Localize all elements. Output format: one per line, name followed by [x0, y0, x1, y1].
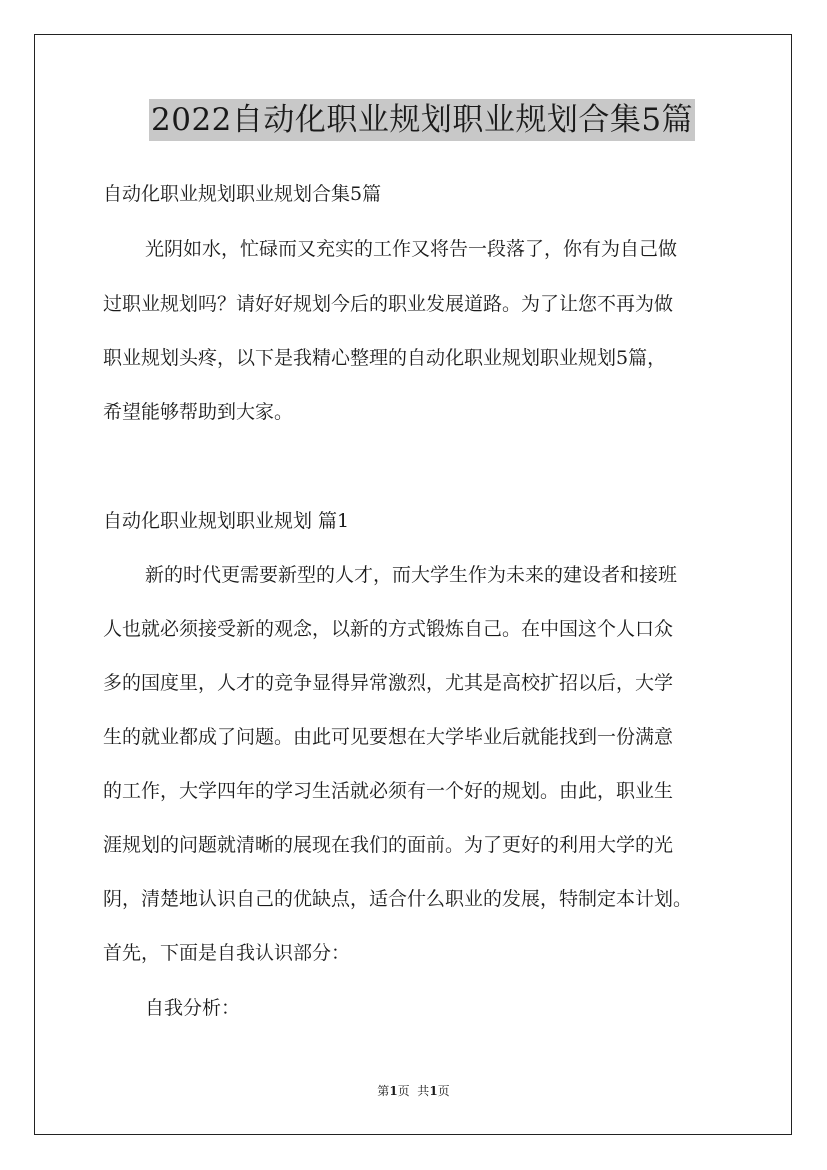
document-title: 2022自动化职业规划职业规划合集5篇 [149, 99, 695, 141]
intro-line-2: 过职业规划吗？请好好规划今后的职业发展道路。为了让您不再为做 [103, 293, 674, 315]
self-analysis-heading: 自我分析： [145, 997, 241, 1019]
intro-line-1: 光阴如水，忙碌而又充实的工作又将告一段落了，你有为自己做 [145, 238, 678, 260]
intro-line-3: 职业规划头疼，以下是我精心整理的自动化职业规划职业规划5篇， [103, 347, 667, 369]
footer-page-current: 1 [389, 1084, 398, 1098]
section-1-line-6: 涯规划的问题就清晰的展现在我们的面前。为了更好的利用大学的光 [103, 834, 674, 856]
section-1-line-8: 首先，下面是自我认识部分： [103, 942, 351, 964]
footer-page-total: 1 [429, 1084, 438, 1098]
document-subtitle: 自动化职业规划职业规划合集5篇 [103, 183, 382, 205]
section-1-line-1: 新的时代更需要新型的人才，而大学生作为未来的建设者和接班 [145, 564, 678, 586]
section-1-line-4: 生的就业都成了问题。由此可见要想在大学毕业后就能找到一份满意 [103, 726, 674, 748]
section-1-line-3: 多的国度里，人才的竞争显得异常激烈，尤其是高校扩招以后，大学 [103, 672, 674, 694]
section-1-line-5: 的工作，大学四年的学习生活就必须有一个好的规划。由此，职业生 [103, 780, 674, 802]
footer-page-suffix: 页 [437, 1084, 450, 1098]
footer-page-mid: 页 共 [397, 1084, 430, 1098]
footer-page-prefix: 第 [377, 1084, 390, 1098]
page-footer [0, 1083, 827, 1099]
section-1-line-7: 阴，清楚地认识自己的优缺点，适合什么职业的发展，特制定本计划。 [103, 888, 693, 910]
section-1-line-2: 人也就必须接受新的观念，以新的方式锻炼自己。在中国这个人口众 [103, 618, 674, 640]
section-1-heading: 自动化职业规划职业规划 篇1 [103, 510, 350, 532]
intro-line-4: 希望能够帮助到大家。 [103, 401, 294, 423]
